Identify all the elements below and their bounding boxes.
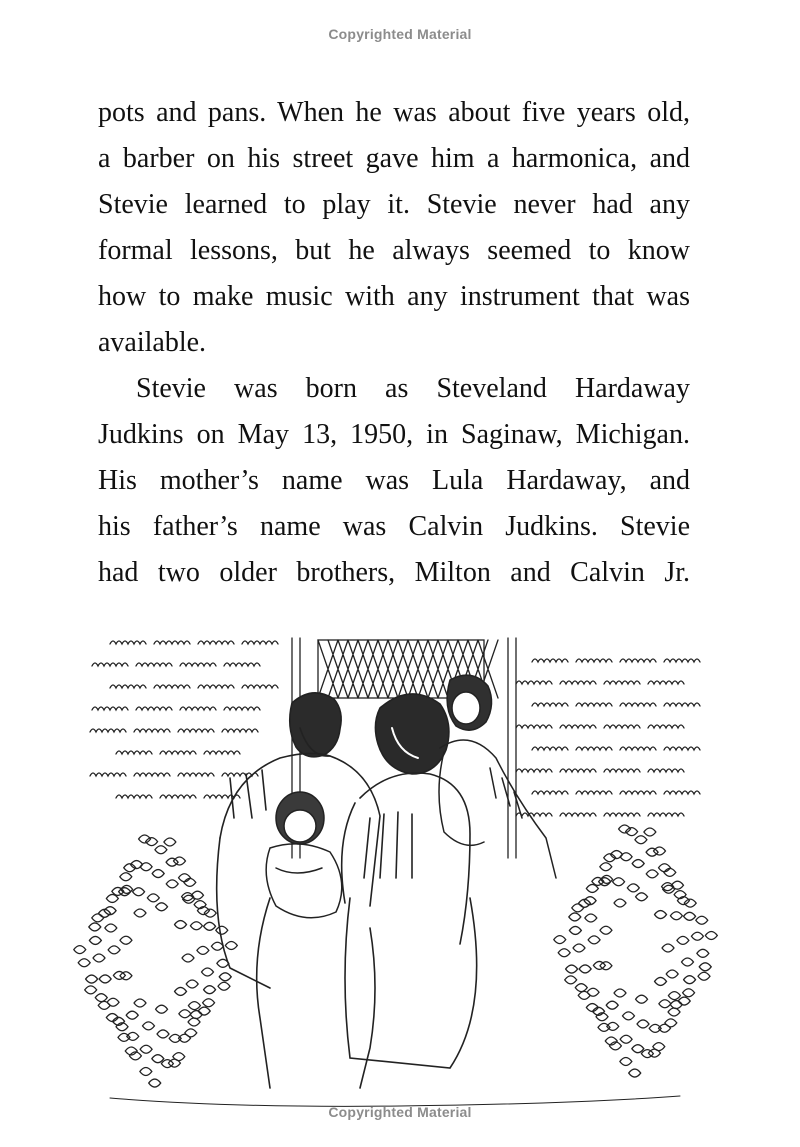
paragraph-2: [98, 366, 690, 596]
text-line: how to make music with any instrument that was: [98, 281, 690, 312]
bushes-right: [554, 825, 718, 1077]
brick-wall-right: [516, 659, 700, 816]
text-line: pots and pans. When he was about five years old,: [98, 97, 690, 128]
baby-figure: [266, 792, 342, 918]
copyright-watermark-top: Copyrighted Material: [328, 26, 472, 42]
text-line: had two older brothers, Milton and Calvin Jr.: [98, 557, 690, 588]
text-line: Stevie was born as Steveland Hardaway: [136, 373, 690, 404]
text-line: Stevie learned to play it. Stevie never had any: [98, 189, 690, 220]
paragraph-1: [98, 90, 690, 366]
brick-wall-left: [90, 641, 278, 798]
text-line: Judkins on May 13, 1950, in Saginaw, Michigan.: [98, 419, 690, 450]
family-illustration: [70, 628, 720, 1118]
text-line: His mother’s name was Lula Hardaway, and: [98, 465, 690, 496]
text-line: a barber on his street gave him a harmonica, and: [98, 143, 690, 174]
bushes-left: [74, 835, 238, 1087]
text-line: available.: [98, 327, 207, 358]
father-figure: [217, 693, 380, 1088]
body-text: [98, 90, 690, 596]
text-line: his father’s name was Calvin Judkins. Stevie: [98, 511, 690, 542]
text-line: formal lessons, but he always seemed to know: [98, 235, 690, 266]
copyright-watermark-bottom: Copyrighted Material: [328, 1104, 472, 1120]
mother-figure: [342, 694, 477, 1068]
